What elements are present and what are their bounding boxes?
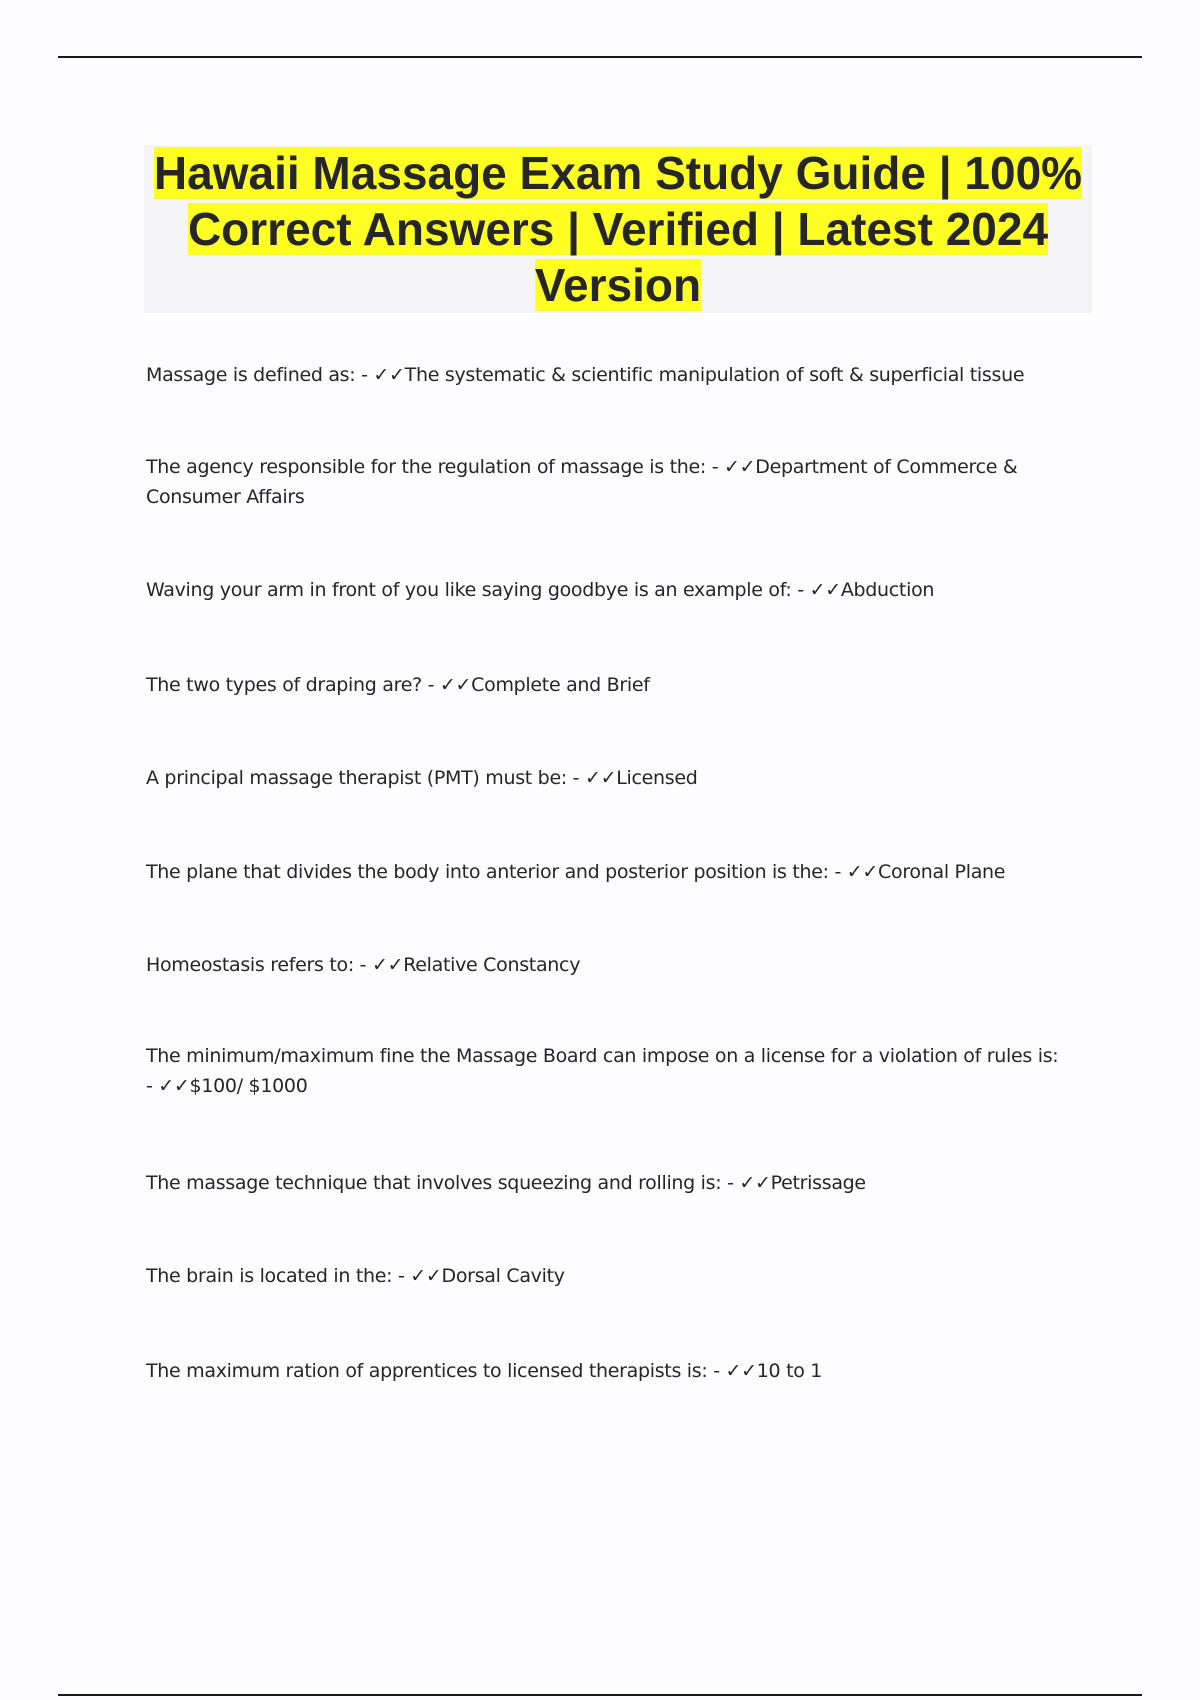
answer-text: Complete and Brief: [471, 674, 650, 696]
qa-item: [146, 452, 1066, 512]
answer-text: 10 to 1: [756, 1360, 823, 1382]
question-text: Massage is defined as: -: [146, 364, 374, 386]
answer-text: Licensed: [616, 767, 698, 789]
qa-item: [146, 1168, 1066, 1198]
check-icon: ✓✓: [739, 1172, 771, 1194]
answer-text: Dorsal Cavity: [441, 1265, 565, 1287]
check-icon: ✓✓: [373, 364, 405, 386]
check-icon: ✓✓: [439, 674, 472, 696]
qa-item: [146, 857, 1066, 887]
check-icon: ✓✓: [846, 861, 879, 883]
check-icon: ✓✓: [371, 954, 404, 976]
qa-item: [146, 1356, 1066, 1386]
question-text: Waving your arm in front of you like saying goodbye is an example of: -: [146, 579, 810, 601]
answer-text: Relative Constancy: [403, 954, 581, 976]
answer-text: Petrissage: [770, 1172, 866, 1194]
document-title: Hawaii Massage Exam Study Guide | 100% Correct Answers | Verified | Latest 2024 Version: [153, 147, 1083, 311]
qa-item: [146, 670, 1066, 700]
check-icon: ✓✓: [809, 579, 841, 601]
answer-text: Abduction: [840, 579, 935, 601]
check-icon: ✓✓: [724, 456, 756, 478]
qa-item: [146, 1261, 1066, 1291]
check-icon: ✓✓: [158, 1075, 190, 1097]
question-text: A principal massage therapist (PMT) must be: -: [146, 767, 585, 789]
qa-item: [146, 1041, 1066, 1101]
answer-text: The systematic & scientific manipulation of soft & superficial tissue: [404, 364, 1025, 386]
qa-item: [146, 763, 1066, 793]
question-text: The minimum/maximum fine the Massage Board can impose on a license for a violation of rules is: -: [146, 1045, 1059, 1097]
qa-item: [146, 950, 1066, 980]
qa-item: [146, 575, 1066, 605]
qa-item: [146, 360, 1066, 390]
question-text: The plane that divides the body into anterior and posterior position is the: -: [146, 861, 847, 883]
question-text: The two types of draping are? -: [146, 674, 440, 696]
top-rule: [58, 56, 1142, 58]
question-text: The agency responsible for the regulation of massage is the: -: [146, 456, 724, 478]
answer-text: $100/ $1000: [189, 1075, 308, 1097]
check-icon: ✓✓: [584, 767, 617, 789]
check-icon: ✓✓: [410, 1265, 442, 1287]
bottom-rule: [58, 1694, 1142, 1696]
question-text: The maximum ration of apprentices to licensed therapists is: -: [146, 1360, 726, 1382]
answer-text: Department of Commerce & Consumer Affairs: [146, 456, 1018, 508]
document-title-box: [144, 145, 1092, 313]
question-text: Homeostasis refers to: -: [146, 954, 372, 976]
question-text: The massage technique that involves squeezing and rolling is: -: [146, 1172, 740, 1194]
question-text: The brain is located in the: -: [146, 1265, 411, 1287]
answer-text: Coronal Plane: [878, 861, 1006, 883]
check-icon: ✓✓: [725, 1360, 757, 1382]
